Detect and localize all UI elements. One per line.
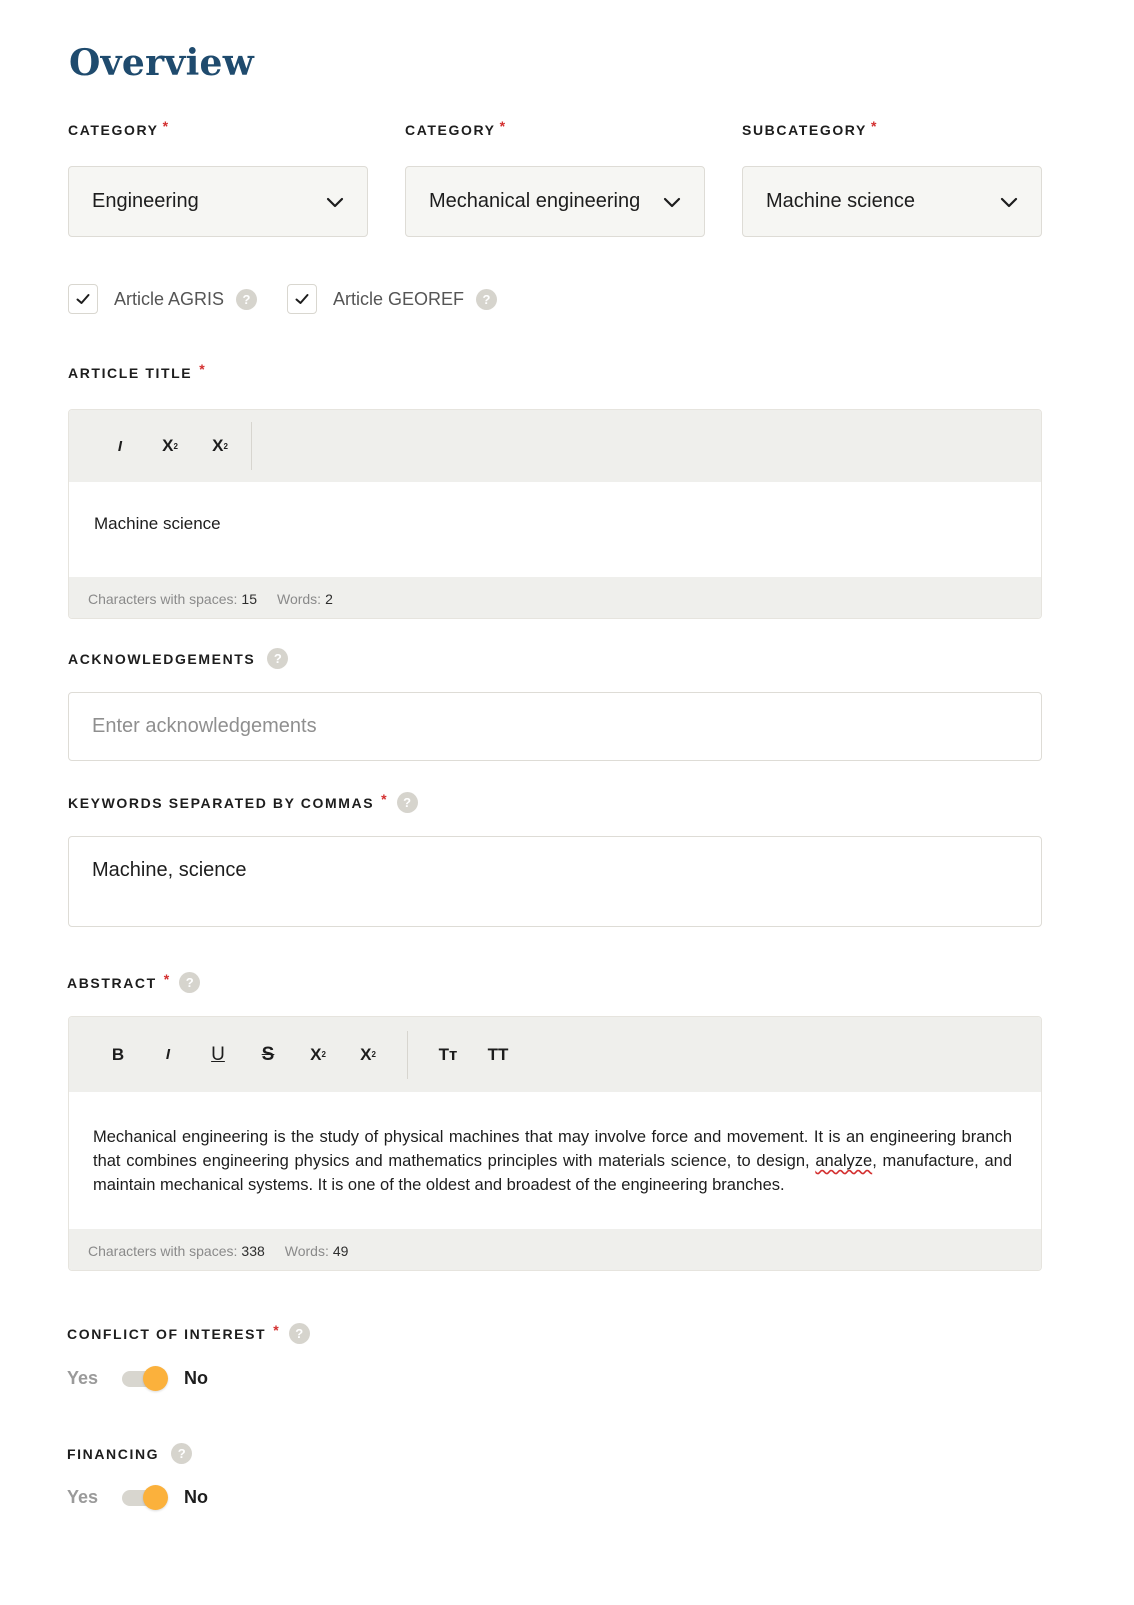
misspelled-word: analyze [815,1152,873,1170]
financing-label-text: FINANCING [67,1445,160,1462]
category-select[interactable] [68,166,368,237]
abstract-content[interactable] [69,1092,1041,1229]
italic-button[interactable] [143,1017,193,1092]
subscript-glyph: X [162,436,174,455]
superscript-glyph: X [360,1044,372,1064]
capitalize-glyph: Tт [438,1044,458,1064]
required-mark: * [162,118,169,134]
article-georef-label: Article GEOREF [333,288,465,309]
acknowledgements-input[interactable] [68,692,1042,761]
keywords-label-text: KEYWORDS SEPARATED BY COMMAS [68,794,375,811]
strikethrough-button[interactable] [243,1017,293,1092]
conflict-no-label[interactable]: No [184,1368,209,1388]
category-2-select[interactable] [405,166,705,237]
required-mark: * [499,118,506,134]
conflict-toggle[interactable] [122,1371,166,1387]
page-title: Overview [69,42,255,84]
abstract-text-end: , manufacture, and maintain mechanical systems. It is one of the oldest and broadest of the engineering branches. [93,1152,1012,1194]
keywords-label [68,792,418,813]
toggle-knob [143,1366,168,1391]
acknowledgements-label-text: ACKNOWLEDGEMENTS [68,650,256,667]
bold-glyph: B [111,1044,125,1064]
italic-glyph: I [165,1046,171,1063]
subscript-button[interactable] [145,410,195,482]
article-title-stats [69,577,1041,619]
category-label-text: CATEGORY [68,122,159,138]
chars-label: Characters with spaces: [88,1242,238,1259]
abstract-label [67,972,200,993]
financing-label [67,1443,192,1464]
required-mark: * [273,1321,279,1338]
toggle-knob [143,1485,168,1510]
words-label: Words: [284,1242,329,1259]
category-label [68,118,169,138]
capitalize-button[interactable] [423,1017,473,1092]
acknowledgements-placeholder: Enter acknowledgements [92,715,317,737]
category-2-select-value: Mechanical engineering [429,190,641,212]
required-mark: * [381,790,387,807]
abstract-stats [69,1229,1041,1271]
superscript-mark: 2 [371,1050,376,1059]
subcategory-label-text: SUBCATEGORY [742,122,867,138]
subcategory-select-value: Machine science [766,190,915,212]
abstract-label-text: ABSTRACT [67,974,157,991]
help-icon[interactable]: ? [179,972,200,993]
help-icon[interactable]: ? [267,648,288,669]
words-count: 49 [332,1242,349,1259]
underline-glyph: U [211,1043,225,1065]
conflict-toggle-row [67,1368,208,1389]
chevron-down-icon [999,192,1019,212]
bold-button[interactable] [93,1017,143,1092]
subscript-mark: 2 [321,1050,326,1059]
financing-toggle[interactable] [122,1490,166,1506]
financing-no-label[interactable]: No [184,1487,209,1507]
financing-yes-label[interactable]: Yes [67,1487,99,1507]
subcategory-label [742,118,877,138]
subscript-glyph: X [310,1044,322,1064]
help-icon[interactable]: ? [397,792,418,813]
uppercase-button[interactable] [473,1017,523,1092]
abstract-toolbar [69,1017,1041,1092]
help-icon[interactable]: ? [236,289,257,310]
chars-count: 338 [241,1242,265,1259]
required-mark: * [199,361,205,377]
article-title-label [68,361,205,381]
category-select-value: Engineering [92,190,199,212]
chars-label: Characters with spaces: [88,590,238,607]
article-agris-row [68,284,257,314]
financing-toggle-row [67,1487,208,1508]
abstract-editor [68,1016,1042,1271]
conflict-yes-label[interactable]: Yes [67,1368,99,1388]
toolbar-divider [251,422,252,470]
uppercase-glyph: TT [487,1044,509,1064]
subscript-button[interactable] [293,1017,343,1092]
keywords-input[interactable] [68,836,1042,927]
conflict-label [67,1323,310,1344]
subcategory-select[interactable] [742,166,1042,237]
italic-glyph: I [117,437,123,455]
checkmark-icon [75,291,91,307]
article-agris-label: Article AGRIS [114,288,225,309]
article-agris-checkbox[interactable] [68,284,98,314]
toolbar-divider [407,1031,408,1079]
chevron-down-icon [325,192,345,212]
superscript-button[interactable] [343,1017,393,1092]
category-2-label [405,118,506,138]
article-title-editor [68,409,1042,619]
abstract-text-start: Mechanical engineering is the study of physical machines that may involve force and movement. It is an engineering branch that combines engineering physics and mathematics principles with materials science, to design, [93,1128,1012,1170]
required-mark: * [870,118,877,134]
strikethrough-glyph: S [261,1043,275,1065]
required-mark: * [163,970,170,987]
article-georef-checkbox[interactable] [287,284,317,314]
help-icon[interactable]: ? [476,289,497,310]
article-title-label-text: ARTICLE TITLE [68,365,193,381]
category-2-label-text: CATEGORY [405,122,496,138]
help-icon[interactable]: ? [171,1443,192,1464]
checkmark-icon [294,291,310,307]
chevron-down-icon [662,192,682,212]
subscript-mark: 2 [173,441,178,451]
italic-button[interactable] [95,410,145,482]
help-icon[interactable]: ? [289,1323,310,1344]
superscript-button[interactable] [195,410,245,482]
article-title-content[interactable] [69,482,1041,577]
words-label: Words: [276,590,322,607]
conflict-label-text: CONFLICT OF INTEREST [67,1325,267,1342]
keywords-value: Machine, science [92,859,247,881]
underline-button[interactable] [193,1017,243,1092]
words-count: 2 [325,590,333,607]
article-title-text: Machine science [94,514,221,533]
chars-count: 15 [241,590,257,607]
acknowledgements-label [68,648,288,669]
superscript-mark: 2 [223,441,228,451]
superscript-glyph: X [212,436,224,455]
article-title-toolbar [69,410,1041,482]
article-georef-row [287,284,497,314]
